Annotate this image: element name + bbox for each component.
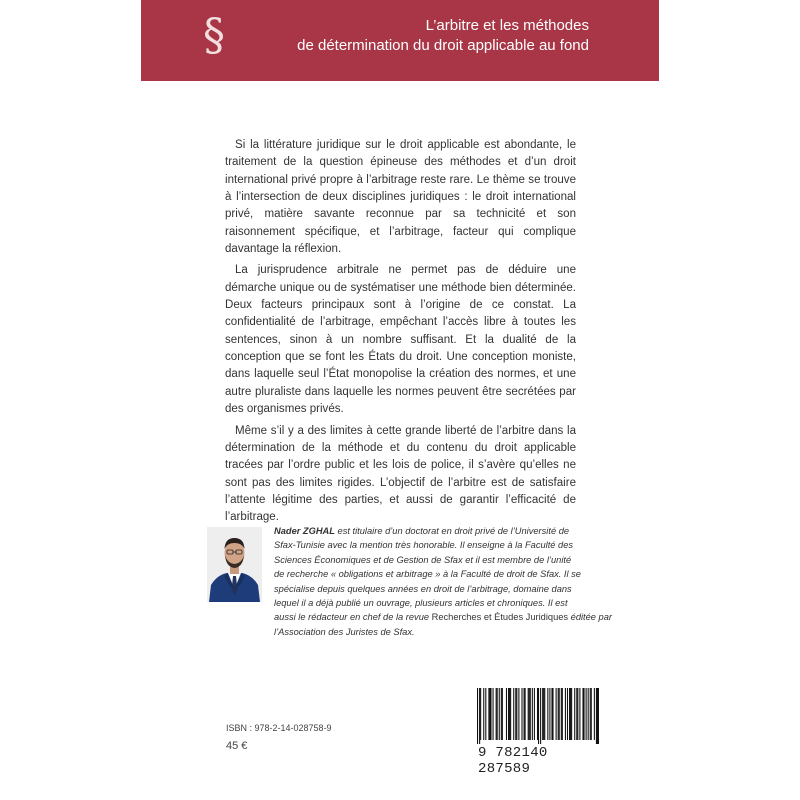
barcode-bar xyxy=(483,688,484,740)
barcode-bar xyxy=(516,688,517,740)
barcode-bar xyxy=(582,688,583,740)
title-band xyxy=(141,0,659,81)
barcode-bar xyxy=(510,688,511,740)
barcode-bar xyxy=(489,688,490,740)
blurb-paragraph-1: Si la littérature juridique sur le droit applicable est abondante, le traitement de la question épineuse des méthodes et d’un droit international privé propre à l’arbitrage reste rare. Le thème se trouve à l’intersection de deux disciplines juridiques : le droit international privé, matière savante reconnue par sa technicité et son raisonnement spécifique, et l’arbitrage, facteur qui complique davantage la réflexion. xyxy=(225,139,576,256)
barcode-bar xyxy=(543,688,544,740)
barcode-bar xyxy=(508,688,509,740)
price-text: 45 € xyxy=(226,740,248,752)
barcode-bar xyxy=(551,688,552,740)
barcode-bar xyxy=(501,688,502,740)
barcode-bar xyxy=(552,688,553,740)
barcode-bar xyxy=(598,688,599,744)
barcode-bar xyxy=(496,688,497,740)
barcode-bar xyxy=(591,688,592,740)
barcode-bar xyxy=(567,688,568,740)
bio-line xyxy=(274,524,586,538)
barcode-bar xyxy=(530,688,531,740)
barcode-bar xyxy=(569,688,570,740)
journal-title: Recherches et Études Juridiques xyxy=(431,612,569,623)
barcode-bar xyxy=(506,688,507,740)
bio-line: lequel il a déjà publié un ouvrage, plusieurs articles et chroniques. Il est xyxy=(274,598,568,609)
barcode-bar xyxy=(549,688,550,740)
blurb-paragraph-2: La jurisprudence arbitrale ne permet pas de déduire une démarche unique ou de systématiser une méthode bien déterminée. Deux facteurs principaux sont à l’origine de ce constat. La confidentialité de l’arbitrage, empêchant l’accès libre à toutes les sentences, sinon à un nombre suffisant. Et la dualité de la conception que se font les États du droit. Une conception moniste, dans laquelle seul l’État monopolise la création des normes, et une autre pluraliste dans laquelle les normes peuvent être secrétées par des organismes privés. xyxy=(225,264,576,416)
author-name: Nader ZGHAL xyxy=(274,526,335,536)
book-title xyxy=(297,16,589,56)
isbn-text: ISBN : 978-2-14-028758-9 xyxy=(226,723,332,733)
barcode-bar xyxy=(559,688,560,740)
barcode-bar xyxy=(509,688,510,740)
bio-line xyxy=(274,610,612,624)
barcode-bar xyxy=(518,688,519,740)
barcode-bar xyxy=(515,688,516,740)
barcode-bar xyxy=(562,688,563,740)
barcode-bar xyxy=(570,688,571,740)
bio-line: de recherche « obligations et arbitrage » à la Faculté de droit de Sfax. Il se xyxy=(274,569,581,580)
barcode-bar xyxy=(577,688,578,740)
barcode-bar xyxy=(574,688,575,740)
book-back-cover xyxy=(141,0,659,800)
barcode-bar xyxy=(597,688,598,744)
barcode-bar xyxy=(540,688,541,744)
barcode-bar xyxy=(590,688,591,740)
barcode-number: 9 782140 287589 xyxy=(478,745,548,777)
barcode-bar xyxy=(594,688,595,740)
barcode-bar xyxy=(561,688,562,740)
author-bio xyxy=(274,524,612,639)
barcode-bar xyxy=(485,688,486,740)
book-title-line-2: de détermination du droit applicable au fond xyxy=(297,37,589,54)
barcode-bar xyxy=(586,688,587,740)
barcode-bar xyxy=(571,688,572,740)
barcode xyxy=(477,688,599,744)
barcode-bar xyxy=(579,688,580,740)
barcode-bar xyxy=(525,688,526,740)
barcode-bar xyxy=(528,688,529,740)
bio-line: Sciences Économiques et de Gestion de Sfax et il est membre de l’unité xyxy=(274,554,572,565)
bio-line: Sfax-Tunisie avec la mention très honorable. Il enseigne à la Faculté des xyxy=(274,540,574,551)
barcode-bar xyxy=(477,688,478,744)
bio-text: éditée par xyxy=(568,612,612,623)
bio-text: est titulaire d’un doctorat en droit privé de l’Université de xyxy=(334,526,570,536)
barcode-bar xyxy=(502,688,503,740)
blurb-paragraph-3: Même s’il y a des limites à cette grande liberté de l’arbitre dans la détermination de la méthode et du contenu du droit applicable tracées par l’ordre public et les lois de police, il s’avère qu’elles ne sont pas des limites rigides. L’objectif de l’arbitre est de satisfaire l’attente légitime des parties, et aussi de garantir l’efficacité de l’arbitrage. xyxy=(225,424,576,524)
barcode-bar xyxy=(558,688,559,740)
bio-text: aussi le rédacteur en chef de la revue xyxy=(274,612,432,623)
barcode-bar xyxy=(547,688,548,740)
barcode-bar xyxy=(529,688,530,740)
barcode-bar xyxy=(521,688,522,740)
barcode-bar xyxy=(524,688,525,740)
author-photo xyxy=(207,527,262,602)
barcode-bar xyxy=(488,688,489,740)
barcode-bar xyxy=(544,688,545,740)
barcode-bar xyxy=(542,688,543,740)
barcode-bar xyxy=(534,688,535,740)
barcode-bar xyxy=(583,688,584,740)
barcode-bar xyxy=(497,688,498,740)
barcode-bar xyxy=(565,688,566,740)
barcode-bar xyxy=(588,688,589,740)
barcode-bar xyxy=(537,688,538,740)
barcode-bar xyxy=(596,688,597,744)
barcode-bar xyxy=(556,688,557,740)
barcode-bar xyxy=(493,688,494,740)
blurb-text xyxy=(225,137,576,531)
barcode-bar xyxy=(480,688,481,740)
barcode-bar xyxy=(513,688,514,740)
barcode-bar xyxy=(490,688,491,740)
section-symbol-logo: § xyxy=(203,10,225,61)
bio-line: l’Association des Juristes de Sfax. xyxy=(274,626,415,637)
barcode-bar xyxy=(499,688,500,740)
barcode-bar xyxy=(532,688,533,740)
barcode-bar xyxy=(576,688,577,740)
barcode-bar xyxy=(538,688,539,744)
bio-line: spécialise depuis quelques années en droit de l’arbitrage, domaine dans xyxy=(274,583,572,594)
book-title-line-1: L’arbitre et les méthodes xyxy=(425,17,589,34)
barcode-bar xyxy=(479,688,480,744)
